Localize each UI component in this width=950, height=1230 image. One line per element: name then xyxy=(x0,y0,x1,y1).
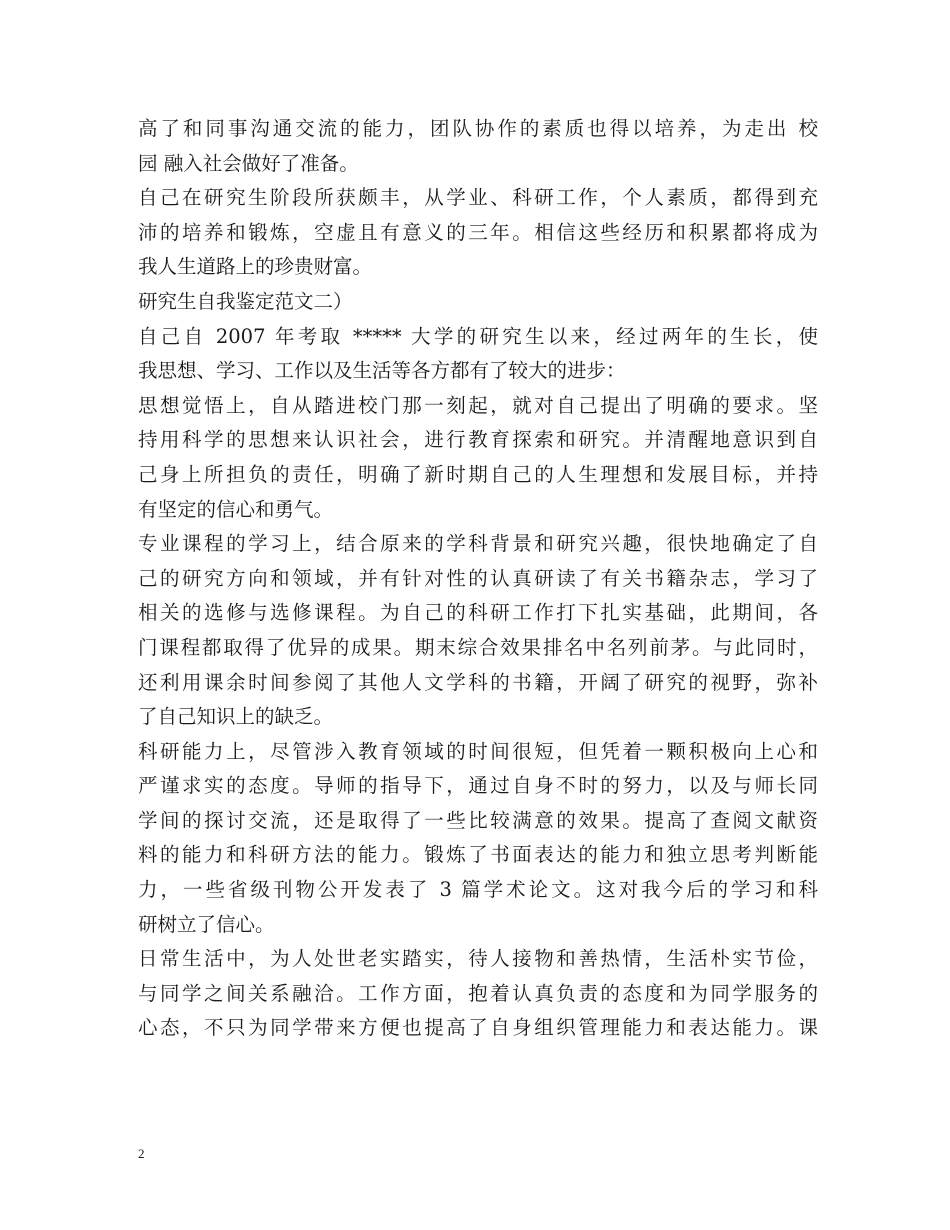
section-heading: 研究生自我鉴定范文二） xyxy=(138,289,353,313)
text-line: 思想觉悟上，自从踏进校门那一刻起，就对自己提出了明确的要求。坚 xyxy=(138,393,818,417)
text-line: 学间的探讨交流，还是取得了一些比较满意的效果。提高了查阅文献资 xyxy=(138,808,818,832)
text-line: 自己自 2007 年考取 ***** 大学的研究生以来，经过两年的生长，使 xyxy=(138,324,818,348)
text-line: 心态，不只为同学带来方便也提高了自身组织管理能力和表达能力。课 xyxy=(138,1016,818,1040)
text-line: 有坚定的信心和勇气。 xyxy=(138,497,334,521)
text-line: 料的能力和科研方法的能力。锻炼了书面表达的能力和独立思考判断能 xyxy=(138,843,818,867)
text-line: 园 融入社会做好了准备。 xyxy=(138,151,359,175)
text-line: 高了和同事沟通交流的能力，团队协作的素质也得以培养，为走出 校 xyxy=(138,117,818,140)
text-line: 日常生活中，为人处世老实踏实，待人接物和善热情，生活朴实节俭， xyxy=(138,947,818,971)
text-line: 我人生道路上的珍贵财富。 xyxy=(138,255,373,279)
text-line: 沛的培养和锻炼，空虚且有意义的三年。相信这些经历和积累都将成为 xyxy=(138,220,818,244)
text-line: 研树立了信心。 xyxy=(138,912,275,936)
text-line: 相关的选修与选修课程。为自己的科研工作打下扎实基础，此期间，各 xyxy=(138,601,818,625)
text-line: 了自己知识上的缺乏。 xyxy=(138,705,334,729)
text-line: 我思想、学习、工作以及生活等各方都有了较大的进步： xyxy=(138,359,626,383)
text-line: 己的研究方向和领域，并有针对性的认真研读了有关书籍杂志，学习了 xyxy=(138,566,818,590)
text-line: 科研能力上，尽管涉入教育领域的时间很短，但凭着一颗积极向上心和 xyxy=(138,739,818,763)
page-number: 2 xyxy=(138,1146,145,1161)
text-line: 还利用课余时间参阅了其他人文学科的书籍，开阔了研究的视野，弥补 xyxy=(138,670,818,694)
text-line: 专业课程的学习上，结合原来的学科背景和研究兴趣，很快地确定了自 xyxy=(138,532,818,556)
text-line: 持用科学的思想来认识社会，进行教育探索和研究。并清醒地意识到自 xyxy=(138,428,818,452)
text-line: 己身上所担负的责任，明确了新时期自己的人生理想和发展目标，并持 xyxy=(138,462,818,486)
body-text xyxy=(138,112,818,1046)
text-line: 严谨求实的态度。导师的指导下，通过自身不时的努力，以及与师长同 xyxy=(138,774,818,798)
text-line: 力，一些省级刊物公开发表了 3 篇学术论文。这对我今后的学习和科 xyxy=(138,878,818,902)
text-line: 自己在研究生阶段所获颇丰，从学业、科研工作，个人素质，都得到充 xyxy=(138,186,818,210)
text-line: 与同学之间关系融洽。工作方面，抱着认真负责的态度和为同学服务的 xyxy=(138,981,818,1005)
text-line: 门课程都取得了优异的成果。期末综合效果排名中名列前茅。与此同时， xyxy=(138,635,818,659)
